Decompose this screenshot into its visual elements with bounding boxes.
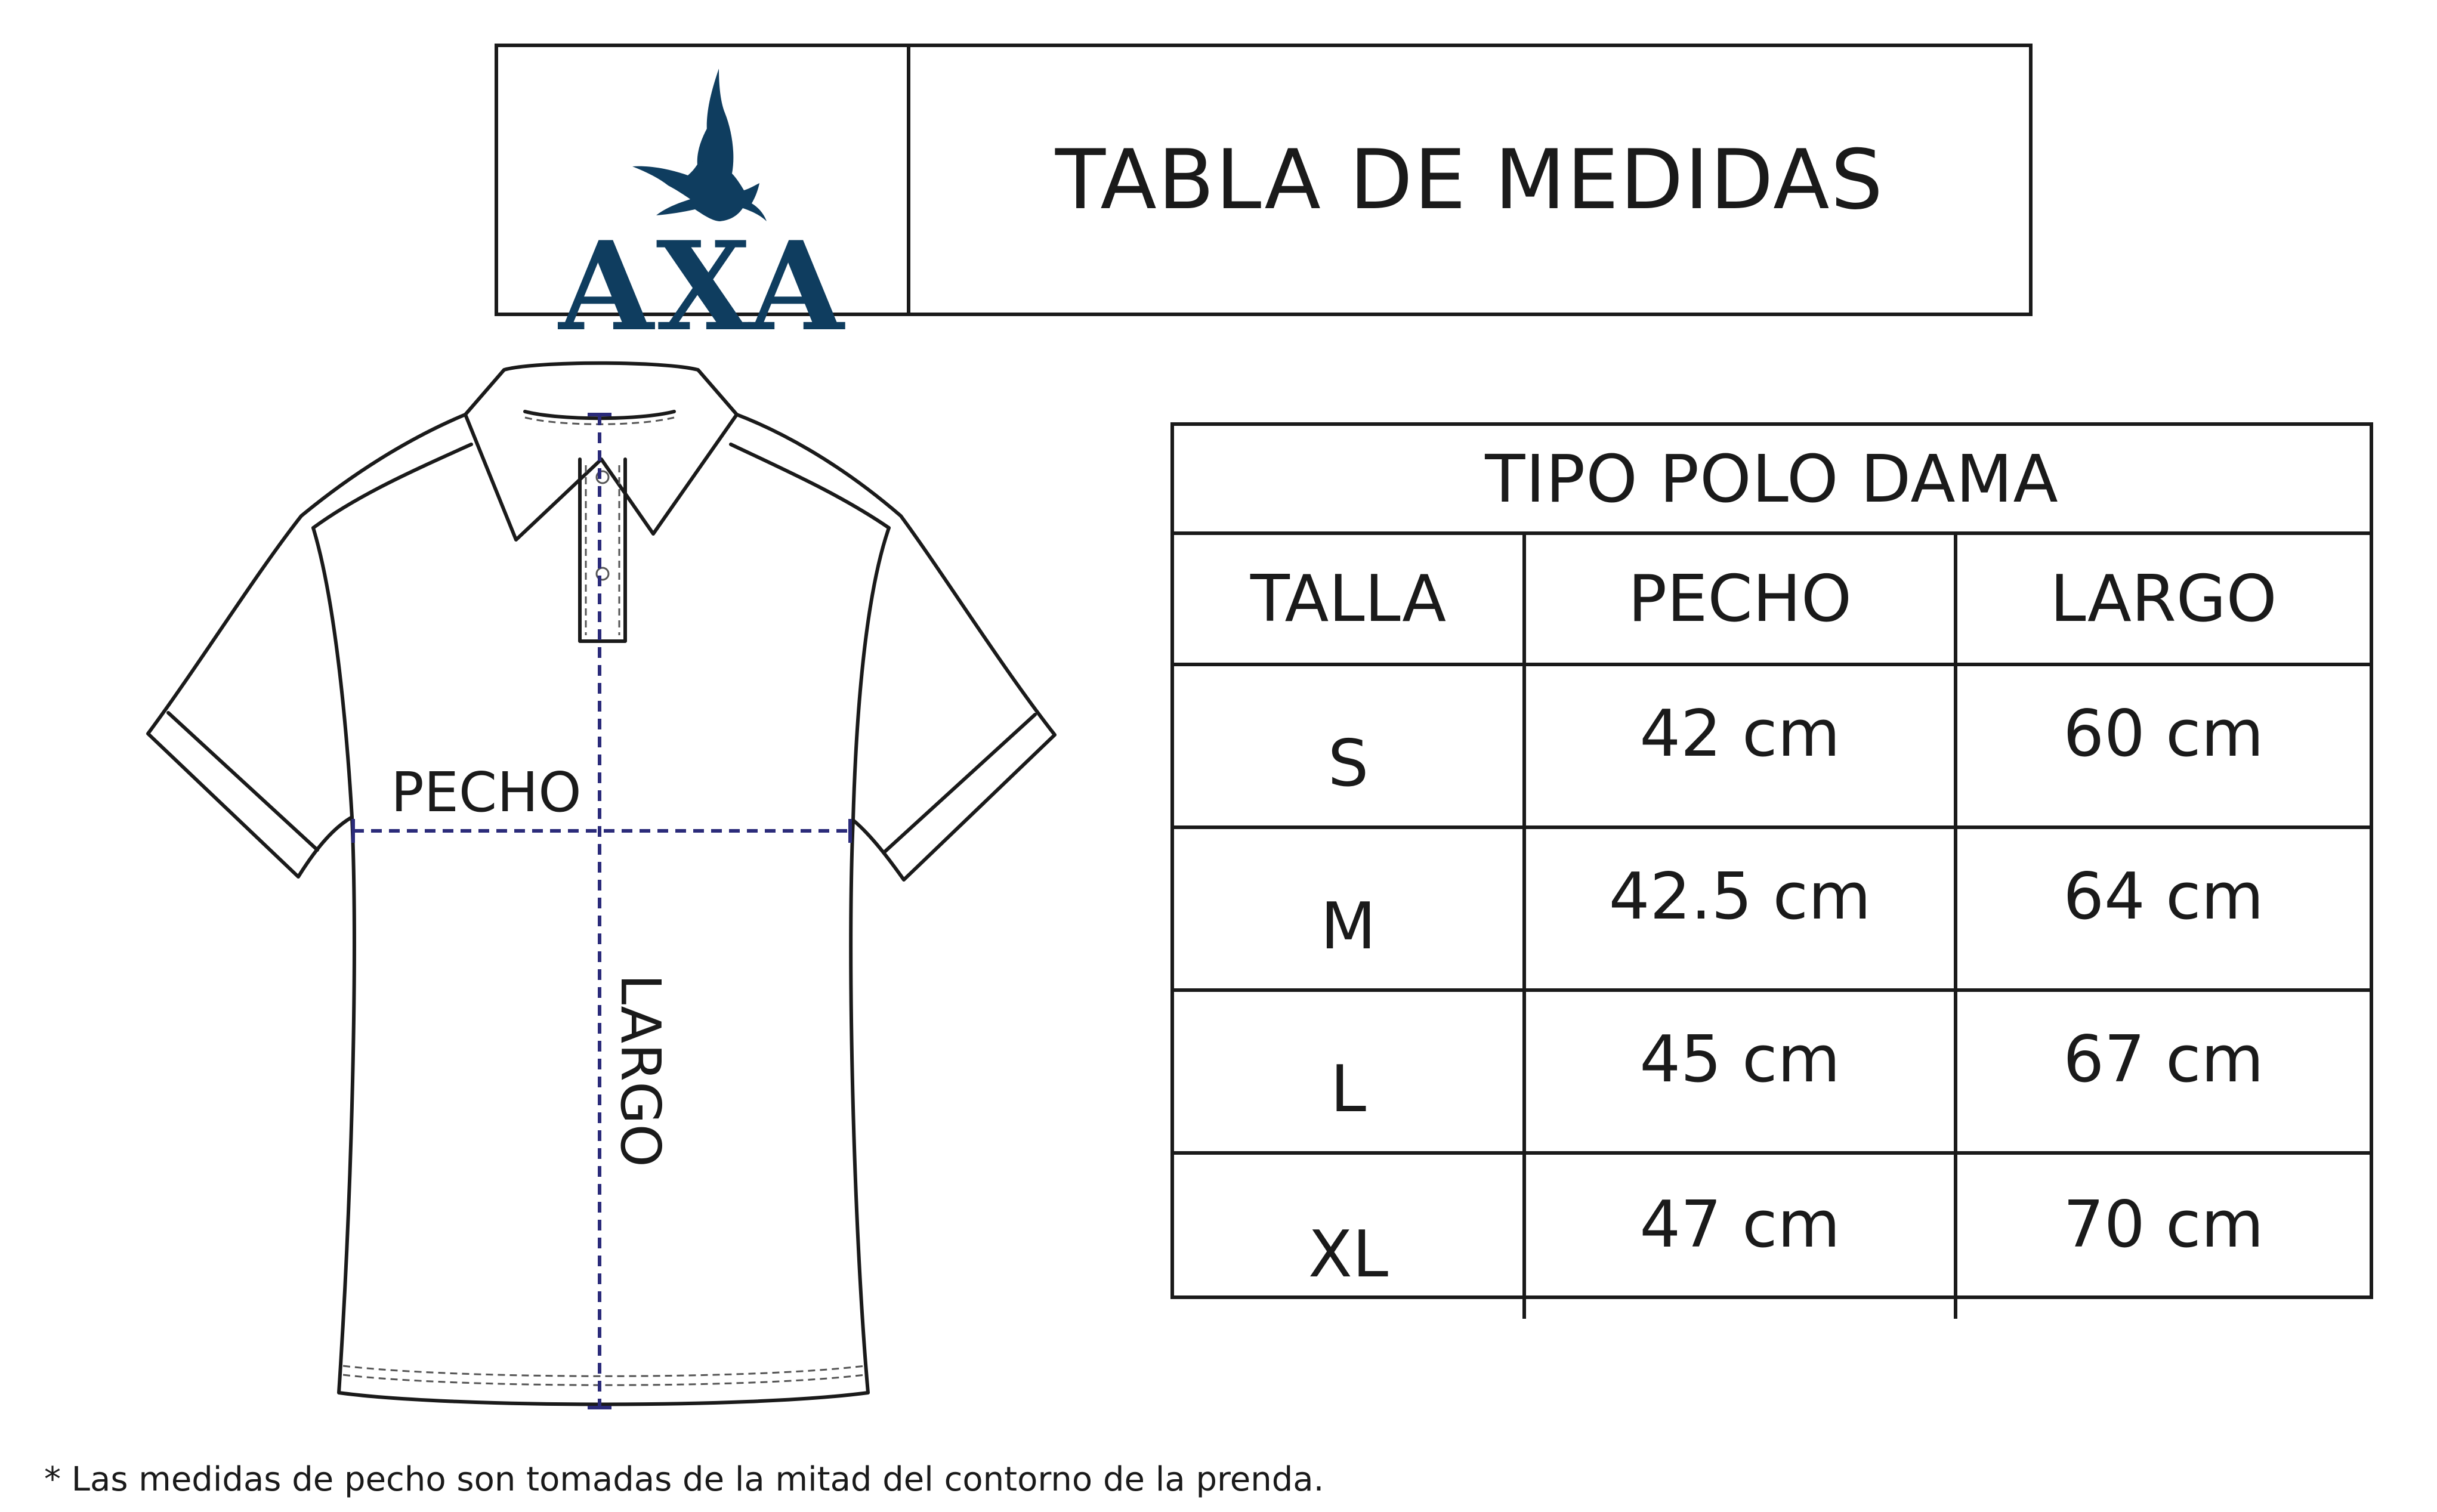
- logo-text: AXA: [558, 215, 847, 358]
- table-row: [1174, 666, 2370, 829]
- length-label: LARGO: [609, 974, 672, 1167]
- length-cell: 67 cm: [2063, 1022, 2264, 1097]
- size-cell: S: [1174, 666, 1526, 825]
- footnote: * Las medidas de pecho son tomadas de la mitad del contorno de la prenda.: [44, 1460, 1324, 1499]
- table-row: [1174, 992, 2370, 1155]
- size-table: [1170, 422, 2373, 1299]
- table-header-row: [1174, 535, 2370, 666]
- length-cell: 60 cm: [2063, 697, 2264, 771]
- polo-shirt-icon: [143, 358, 1098, 1426]
- length-cell: 64 cm: [2063, 859, 2264, 934]
- logo: [498, 47, 910, 358]
- column-header-chest: PECHO: [1526, 535, 1957, 663]
- table-title: TIPO POLO DAMA: [1174, 426, 2370, 535]
- column-header-size: TALLA: [1174, 535, 1526, 663]
- column-header-length: LARGO: [2050, 561, 2277, 636]
- length-cell: 70 cm: [2063, 1188, 2264, 1262]
- chest-cell: 45 cm: [1526, 992, 1957, 1151]
- chest-cell: 42 cm: [1526, 666, 1957, 825]
- table-row: [1174, 1155, 2370, 1319]
- header-box: [495, 44, 2033, 358]
- size-cell: XL: [1174, 1155, 1526, 1319]
- chest-cell: 42.5 cm: [1526, 829, 1957, 988]
- chest-cell: 47 cm: [1526, 1155, 1957, 1319]
- chest-label: PECHO: [391, 760, 582, 824]
- table-row: [1174, 829, 2370, 992]
- size-cell: L: [1174, 992, 1526, 1151]
- page-title: TABLA DE MEDIDAS: [1055, 132, 1885, 228]
- size-cell: M: [1174, 829, 1526, 988]
